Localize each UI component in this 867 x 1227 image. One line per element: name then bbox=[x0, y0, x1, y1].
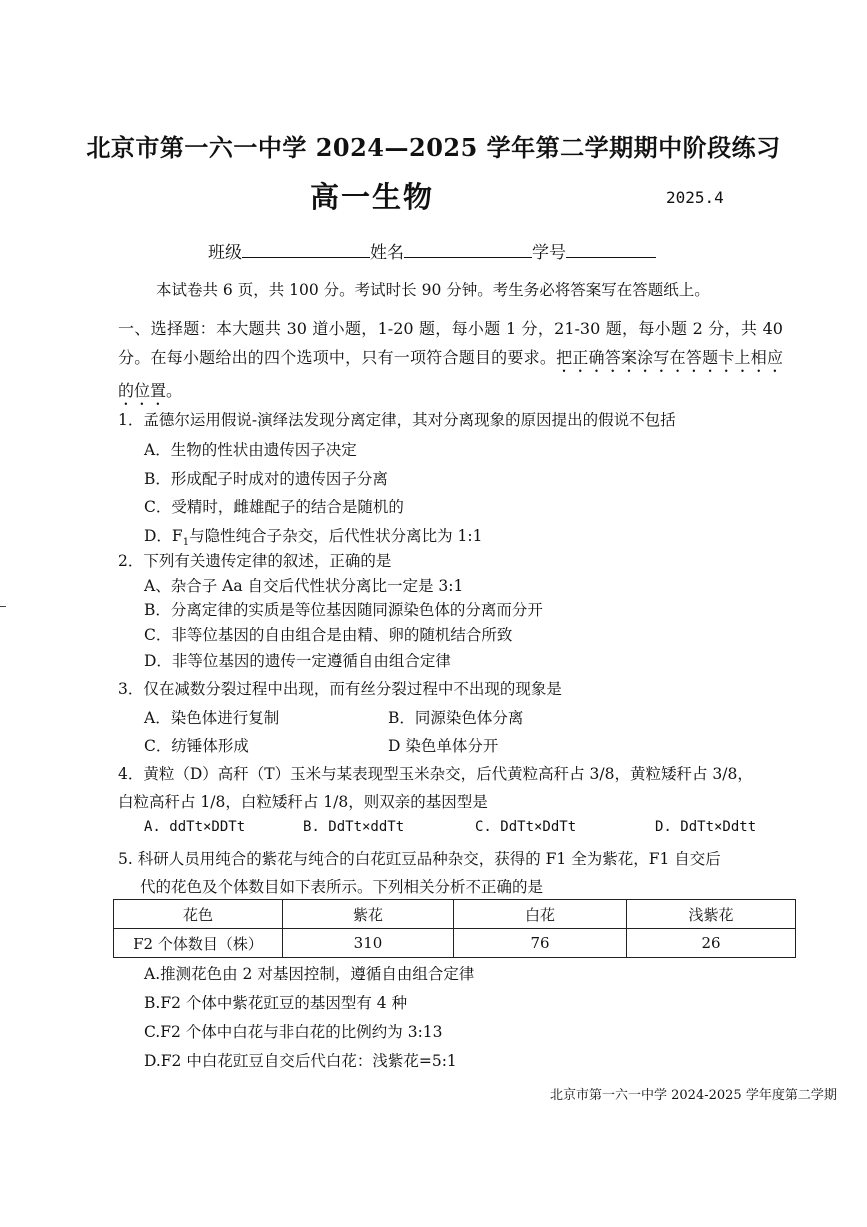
table-cell: 76 bbox=[454, 929, 627, 958]
q2-option-a: A、杂合子 Aa 自交后代性状分离比一定是 3:1 bbox=[144, 577, 464, 595]
table-cell: F2 个体数目（株） bbox=[114, 929, 283, 958]
section-emphasis: 把正确答案涂写在答题卡上相应的位置 bbox=[118, 348, 783, 400]
section-end: 。 bbox=[166, 381, 183, 400]
q5-stem-line1: 5. 科研人员用纯合的紫花与纯合的白花豇豆品种杂交，获得的 F1 全为紫花，F1 自交后 bbox=[118, 850, 721, 868]
q1-option-b: B．形成配子时成对的遗传因子分离 bbox=[144, 470, 388, 488]
student-info-line bbox=[208, 238, 656, 263]
section-text: 一、选择题：本大题共 30 道小题，1-20 题，每小题 1 分，21-30 题，每小题 2 分，共 40 分。在每小题给出的四个选项中，只有一项符合题目的要求。 bbox=[118, 319, 783, 367]
q4-option-c: C. DdTt×DdTt bbox=[475, 819, 577, 835]
table-cell: 26 bbox=[627, 929, 796, 958]
q3-option-d: D 染色单体分开 bbox=[388, 737, 499, 755]
table-header-cell: 花色 bbox=[114, 900, 283, 929]
table-header-cell: 白花 bbox=[454, 900, 627, 929]
q3-option-a: A．染色体进行复制 bbox=[144, 709, 280, 727]
q3-option-b: B．同源染色体分离 bbox=[388, 709, 524, 727]
q4-option-d: D. DdTt×Ddtt bbox=[655, 819, 757, 835]
q1-option-c: C．受精时，雌雄配子的结合是随机的 bbox=[144, 498, 404, 516]
q5-stem-line2: 代的花色及个体数目如下表所示。下列相关分析不正确的是 bbox=[140, 878, 544, 896]
q1-stem: 1．孟德尔运用假说-演绎法发现分离定律，其对分离现象的原因提出的假说不包括 bbox=[118, 411, 676, 429]
q5-option-d: D.F2 中白花豇豆自交后代白花：浅紫花=5:1 bbox=[144, 1052, 457, 1070]
q1-d-prefix: D．F bbox=[144, 527, 183, 545]
flower-color-table bbox=[113, 899, 796, 958]
section-instructions bbox=[118, 314, 783, 409]
table-header-row bbox=[114, 900, 796, 929]
name-label: 姓名 bbox=[370, 243, 404, 263]
name-blank bbox=[404, 241, 532, 258]
table-header-cell: 紫花 bbox=[283, 900, 454, 929]
scan-margin-mark bbox=[0, 606, 6, 607]
page-footer: 北京市第一六一中学 2024-2025 学年度第二学期 bbox=[550, 1088, 837, 1103]
q5-option-b: B.F2 个体中紫花豇豆的基因型有 4 种 bbox=[144, 994, 408, 1012]
q4-stem-line1: 4．黄粒（D）高秆（T）玉米与某表现型玉米杂交，后代黄粒高秆占 3/8，黄粒矮秆占 3/8， bbox=[118, 765, 753, 783]
class-blank bbox=[242, 241, 370, 258]
q4-option-b: B. DdTt×ddTt bbox=[303, 819, 405, 835]
q3-stem: 3．仅在减数分裂过程中出现，而有丝分裂过程中不出现的现象是 bbox=[118, 680, 562, 698]
id-label: 学号 bbox=[532, 243, 566, 263]
subject-title: 高一生物 bbox=[310, 180, 435, 214]
q2-option-c: C．非等位基因的自由组合是由精、卵的随机结合所致 bbox=[144, 626, 513, 644]
q2-stem: 2．下列有关遗传定律的叙述，正确的是 bbox=[118, 552, 392, 570]
q5-option-c: C.F2 个体中白花与非白花的比例约为 3:13 bbox=[144, 1023, 443, 1041]
q1-d-subscript: 1 bbox=[182, 537, 190, 549]
q4-option-a: A. ddTt×DDTt bbox=[144, 819, 246, 835]
id-blank bbox=[566, 241, 656, 258]
q4-stem-line2: 白粒高秆占 1/8，白粒矮秆占 1/8，则双亲的基因型是 bbox=[118, 793, 488, 811]
q1-option-a: A．生物的性状由遗传因子决定 bbox=[144, 441, 357, 459]
exam-date: 2025.4 bbox=[666, 188, 724, 207]
q2-option-b: B．分离定律的实质是等位基因随同源染色体的分离而分开 bbox=[144, 601, 543, 619]
table-cell: 310 bbox=[283, 929, 454, 958]
class-label: 班级 bbox=[208, 243, 242, 263]
q5-option-a: A.推测花色由 2 对基因控制，遵循自由组合定律 bbox=[144, 965, 475, 983]
table-header-cell: 浅紫花 bbox=[627, 900, 796, 929]
q2-option-d: D．非等位基因的遗传一定遵循自由组合定律 bbox=[144, 652, 451, 670]
table-row bbox=[114, 929, 796, 958]
exam-title: 北京市第一六一中学 2024—2025 学年第二学期期中阶段练习 bbox=[86, 133, 781, 162]
q1-option-d bbox=[144, 524, 482, 548]
exam-notice: 本试卷共 6 页，共 100 分。考试时长 90 分钟。考生务必将答案写在答题纸上。 bbox=[156, 281, 710, 299]
q3-option-c: C．纺锤体形成 bbox=[144, 737, 249, 755]
q1-d-suffix: 与隐性纯合子杂交，后代性状分离比为 1:1 bbox=[189, 527, 483, 545]
